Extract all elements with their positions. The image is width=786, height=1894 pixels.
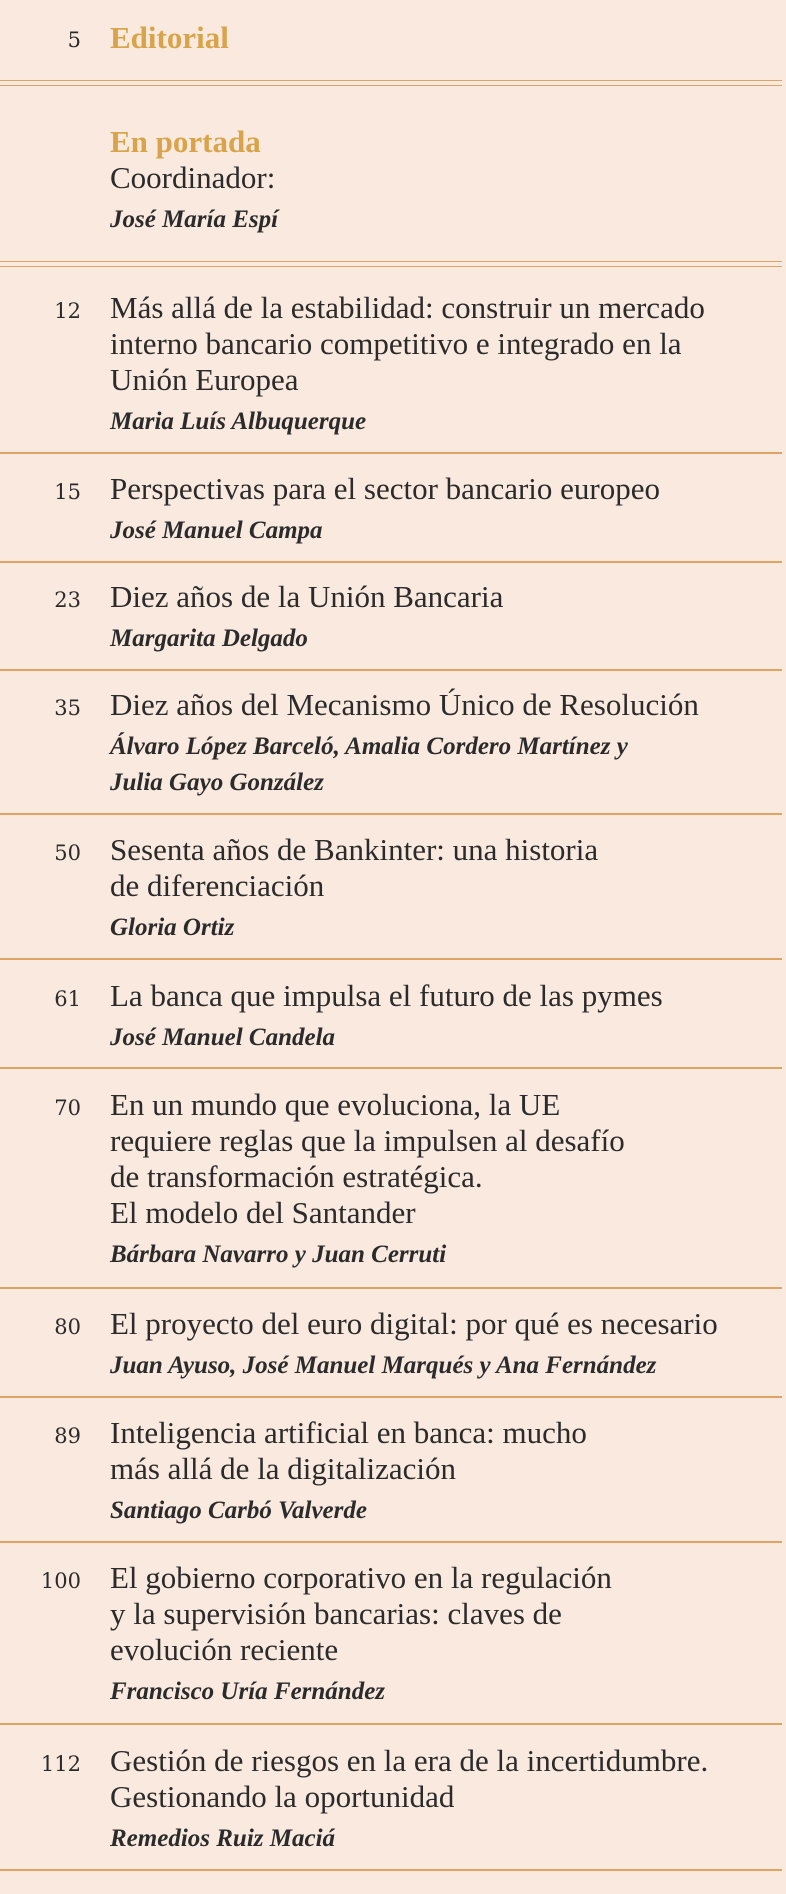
article-title: El gobierno corporativo en la regulación y la supervisión bancarias: claves de evolución reciente [110,1560,612,1667]
article-author: Margarita Delgado [110,625,308,652]
article-title: Diez años del Mecanismo Único de Resolución [110,687,699,722]
article-author: Juan Ayuso, José Manuel Marqués y Ana Fernández [110,1352,657,1379]
page-number: 100 [40,1569,81,1593]
toc-entry[interactable] [110,1743,780,1857]
divider [0,1396,782,1398]
toc-entry[interactable] [110,290,780,440]
divider [0,1067,782,1069]
divider [0,1723,782,1725]
editorial-heading[interactable]: Editorial [110,20,229,55]
article-title: Diez años de la Unión Bancaria [110,579,504,614]
article-author: Bárbara Navarro y Juan Cerruti [110,1241,447,1268]
article-title: Inteligencia artificial en banca: mucho más allá de la digitalización [110,1415,587,1486]
page-number: 15 [54,480,81,504]
article-title: El proyecto del euro digital: por qué es necesario [110,1306,718,1341]
coordinator-label: Coordinador: [110,160,276,195]
toc-entry[interactable] [110,1415,780,1529]
divider [0,813,782,815]
article-author: Francisco Uría Fernández [110,1678,386,1705]
toc-entry[interactable] [110,1560,780,1710]
divider [0,1287,782,1289]
toc-entry[interactable] [110,1306,780,1384]
page-number: 5 [67,28,81,52]
divider [0,669,782,671]
divider [0,1541,782,1543]
article-title: La banca que impulsa el futuro de las pymes [110,978,663,1013]
article-author: Remedios Ruiz Maciá [110,1825,336,1852]
page-number: 70 [54,1096,81,1120]
article-author: Álvaro López Barceló, Amalia Cordero Martínez y Julia Gayo González [110,733,628,796]
article-title: Más allá de la estabilidad: construir un mercado interno bancario competitivo e integrado en la Unión Europea [110,290,705,397]
article-author: José Manuel Candela [110,1024,336,1051]
toc-entry[interactable] [110,832,780,946]
toc-entry[interactable] [110,579,780,657]
page-number: 23 [54,588,81,612]
divider [0,1869,782,1871]
toc-entry[interactable] [110,687,780,801]
article-author: Santiago Carbó Valverde [110,1497,367,1524]
page-number: 35 [54,696,81,720]
divider [0,561,782,563]
page-number: 80 [54,1315,81,1339]
page-number: 89 [54,1424,81,1448]
divider [0,80,782,86]
coordinator-name: José María Espí [110,206,279,233]
article-author: Gloria Ortiz [110,914,235,941]
divider [0,261,782,267]
toc-entry[interactable] [110,1087,780,1273]
page-number: 112 [40,1752,81,1776]
page-number: 50 [54,841,81,865]
divider [0,958,782,960]
toc-entry[interactable] [110,978,780,1056]
article-title: Perspectivas para el sector bancario europeo [110,471,660,506]
divider [0,452,782,454]
article-title: Sesenta años de Bankinter: una historia de diferenciación [110,832,599,903]
section-heading: En portada [110,124,261,159]
page-number: 61 [54,987,81,1011]
article-title: Gestión de riesgos en la era de la incertidumbre. Gestionando la oportunidad [110,1743,709,1814]
article-author: José Manuel Campa [110,517,323,544]
cover-section [110,124,780,238]
toc-entry[interactable] [110,471,780,549]
article-title: En un mundo que evoluciona, la UE requiere reglas que la impulsen al desafío de transformación estratégica. El modelo del Santander [110,1087,625,1230]
page-number: 12 [54,299,81,323]
article-author: Maria Luís Albuquerque [110,408,367,435]
